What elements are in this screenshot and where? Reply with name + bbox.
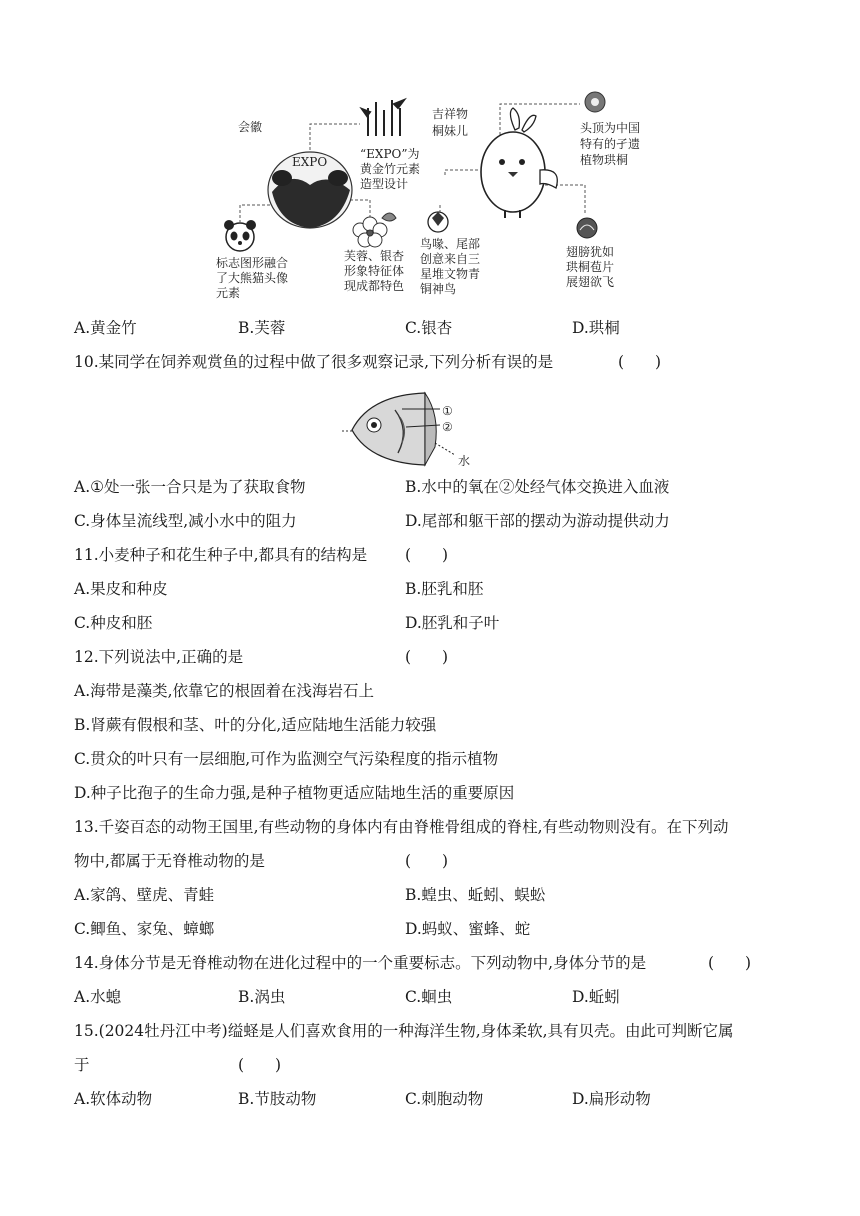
label-expo-note-1: “EXPO”为 <box>360 147 420 161</box>
q12-stem: 12.下列说法中,正确的是 <box>74 648 244 666</box>
label-head-1: 头顶为中国 <box>580 121 641 135</box>
q12-answer-blank: ( ) <box>405 648 449 666</box>
q13-answer-blank: ( ) <box>405 852 449 870</box>
q13-stem-line-2: 物中,都属于无脊椎动物的是 <box>74 852 265 870</box>
q9-option-c[interactable]: C.银杏 <box>405 319 453 337</box>
q9-option-d[interactable]: D.珙桐 <box>572 319 620 337</box>
label-beak-3: 星堆文物青 <box>420 267 481 281</box>
bract-icon <box>577 218 597 238</box>
q15-stem-line-2: 于 <box>74 1056 90 1074</box>
q15-option-d[interactable]: D.扁形动物 <box>572 1090 651 1108</box>
q14-option-c[interactable]: C.蛔虫 <box>405 988 453 1006</box>
label-wing-1: 翅膀犹如 <box>566 245 615 259</box>
q13-option-c[interactable]: C.鲫鱼、家兔、蟑螂 <box>74 920 215 938</box>
q13-option-a[interactable]: A.家鸽、壁虎、青蛙 <box>74 886 215 904</box>
label-flowers-3: 现成都特色 <box>344 279 405 293</box>
q12-option-b[interactable]: B.肾蕨有假根和茎、叶的分化,适应陆地生活能力较强 <box>74 716 437 734</box>
label-head-2: 特有的孑遗 <box>580 137 641 151</box>
label-mascot-2: 桐妹儿 <box>432 124 469 138</box>
q10-option-b[interactable]: B.水中的氧在②处经气体交换进入血液 <box>405 478 670 496</box>
q11-option-d[interactable]: D.胚乳和子叶 <box>405 614 500 632</box>
label-panda-1: 标志图形融合 <box>216 256 289 270</box>
q12-option-d[interactable]: D.种子比孢子的生命力强,是种子植物更适应陆地生活的重要原因 <box>74 784 515 802</box>
flower-icon <box>353 213 396 247</box>
label-mascot-1: 吉祥物 <box>432 107 469 121</box>
q9-figure <box>210 90 660 300</box>
fish-label-2: ② <box>442 420 453 434</box>
q10-fish-figure <box>340 385 500 470</box>
fish-label-1: ① <box>442 404 453 418</box>
mascot-icon <box>481 108 557 218</box>
dove-tree-flower-icon <box>585 92 605 112</box>
label-expo-note-2: 黄金竹元素 <box>360 162 421 176</box>
q15-option-c[interactable]: C.刺胞动物 <box>405 1090 484 1108</box>
label-wing-3: 展翅欲飞 <box>566 275 615 289</box>
label-panda-2: 了大熊猫头像 <box>216 271 289 285</box>
q11-option-a[interactable]: A.果皮和种皮 <box>74 580 168 598</box>
q10-option-a[interactable]: A.①处一张一合只是为了获取食物 <box>74 478 306 496</box>
q11-option-c[interactable]: C.种皮和胚 <box>74 614 153 632</box>
q14-option-a[interactable]: A.水螅 <box>74 988 122 1006</box>
fish-label-water: 水 <box>458 454 471 468</box>
q10-option-d[interactable]: D.尾部和躯干部的摆动为游动提供动力 <box>405 512 670 530</box>
q10-option-c[interactable]: C.身体呈流线型,减小水中的阻力 <box>74 512 297 530</box>
panda-icon <box>224 220 256 251</box>
fish-icon <box>342 393 436 465</box>
q9-option-a[interactable]: A.黄金竹 <box>74 319 137 337</box>
q11-answer-blank: ( ) <box>405 546 449 564</box>
label-beak-4: 铜神鸟 <box>420 282 457 296</box>
label-beak-2: 创意来自三 <box>420 252 481 266</box>
label-panda-3: 元素 <box>216 286 241 300</box>
q11-stem: 11.小麦种子和花生种子中,都具有的结构是 <box>74 546 368 564</box>
q15-stem-line-1: 15.(2024牡丹江中考)缢蛏是人们喜欢食用的一种海洋生物,身体柔软,具有贝壳。由此可判断它属 <box>74 1022 734 1040</box>
q13-stem-line-1: 13.千姿百态的动物王国里,有些动物的身体内有由脊椎骨组成的脊柱,有些动物则没有。在下列动 <box>74 818 729 836</box>
q14-option-d[interactable]: D.蚯蚓 <box>572 988 620 1006</box>
q12-option-a[interactable]: A.海带是藻类,依靠它的根固着在浅海岩石上 <box>74 682 375 700</box>
q13-option-b[interactable]: B.蝗虫、蚯蚓、蜈蚣 <box>405 886 546 904</box>
q9-option-b[interactable]: B.芙蓉 <box>238 319 286 337</box>
label-head-3: 植物珙桐 <box>580 153 629 167</box>
label-emblem: 会徽 <box>238 120 263 134</box>
q10-answer-blank: ( ) <box>618 353 662 371</box>
bronze-bird-icon <box>428 212 448 232</box>
q14-stem: 14.身体分节是无脊椎动物在进化过程中的一个重要标志。下列动物中,身体分节的是 <box>74 954 647 972</box>
q10-stem: 10.某同学在饲养观赏鱼的过程中做了很多观察记录,下列分析有误的是 <box>74 353 554 371</box>
label-flowers-1: 芙蓉、银杏 <box>344 249 405 263</box>
label-beak-1: 鸟喙、尾部 <box>420 237 481 251</box>
q13-option-d[interactable]: D.蚂蚁、蜜蜂、蛇 <box>405 920 531 938</box>
q15-option-a[interactable]: A.软体动物 <box>74 1090 153 1108</box>
q11-option-b[interactable]: B.胚乳和胚 <box>405 580 484 598</box>
emblem-expo-text: EXPO <box>292 155 328 169</box>
q14-option-b[interactable]: B.涡虫 <box>238 988 286 1006</box>
label-flowers-2: 形象特征体 <box>344 264 405 278</box>
q15-option-b[interactable]: B.节肢动物 <box>238 1090 317 1108</box>
label-expo-note-3: 造型设计 <box>360 177 409 191</box>
q12-option-c[interactable]: C.贯众的叶只有一层细胞,可作为监测空气污染程度的指示植物 <box>74 750 499 768</box>
bamboo-icon <box>362 100 404 136</box>
q15-answer-blank: ( ) <box>238 1056 282 1074</box>
q14-answer-blank: ( ) <box>708 954 752 972</box>
label-wing-2: 珙桐苞片 <box>566 260 615 274</box>
